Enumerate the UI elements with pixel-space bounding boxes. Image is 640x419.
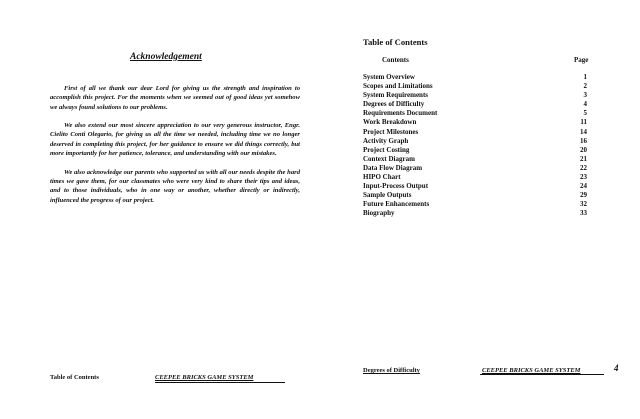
toc-entry-title: Requirements Document	[363, 109, 438, 118]
toc-contents-header: Contents	[382, 56, 409, 64]
toc-heading: Table of Contents	[363, 37, 428, 47]
toc-entry	[363, 191, 587, 200]
toc-entry-title: System Requirements	[363, 91, 429, 100]
toc-entry-title: Future Enhancements	[363, 200, 430, 209]
toc-entry-title: System Overview	[363, 73, 415, 81]
toc-entry-title: Project Costing	[363, 145, 410, 154]
toc-entry-page: 21	[580, 154, 587, 163]
footer-rule	[480, 374, 604, 375]
footer-section-title: Table of Contents	[50, 374, 99, 381]
toc-entry	[363, 146, 587, 155]
toc-entry	[363, 91, 587, 100]
toc-entry-page: 24	[580, 182, 587, 191]
toc-entry	[363, 100, 587, 109]
toc-list	[363, 73, 587, 219]
toc-entry-page: 3	[583, 91, 587, 100]
toc-entry	[363, 109, 587, 118]
toc-entry-title: Input-Process Output	[363, 182, 429, 191]
toc-entry-page: 33	[580, 209, 587, 218]
footer-rule	[155, 382, 285, 383]
footer-section-title: Degrees of Difficulty	[363, 367, 420, 374]
toc-entry-title: Sample Outputs	[363, 191, 412, 200]
toc-entry	[363, 164, 587, 173]
toc-entry-page: 11	[580, 118, 587, 127]
toc-entry-title: Scopes and Limitations	[363, 82, 433, 91]
footer-system-name: CEEPEE BRICKS GAME SYSTEM	[155, 374, 254, 381]
toc-entry-page: 2	[583, 82, 587, 91]
acknowledgement-paragraph: We also extend our most sincere appreciation to our very generous instructor, Engr. Cielito Conti Olegario, for giving us all the time we needed, including time we no longer deserved in completing this project, for her guidance to ensure we did things correctly, but more importantly for her patience, tolerance, and understanding with our mistakes.	[50, 122, 300, 158]
toc-entry-page: 4	[583, 100, 587, 109]
toc-entry	[363, 173, 587, 182]
toc-entry	[363, 82, 587, 91]
toc-entry-title: Data Flow Diagram	[363, 163, 423, 172]
toc-entry-page: 14	[580, 127, 587, 136]
toc-entry-page: 22	[580, 163, 587, 172]
toc-entry-title: Activity Graph	[363, 136, 409, 145]
toc-entry	[363, 155, 587, 164]
toc-entry-page: 32	[580, 200, 587, 209]
toc-entry	[363, 73, 587, 82]
toc-entry-page: 20	[580, 145, 587, 154]
toc-entry-title: Project Milestones	[363, 127, 419, 136]
toc-entry-title: Context Diagram	[363, 154, 415, 163]
toc-entry-page: 23	[580, 173, 587, 182]
toc-entry	[363, 182, 587, 191]
toc-entry-title: HIPO Chart	[363, 173, 401, 182]
toc-entry-page: 5	[583, 109, 587, 118]
acknowledgement-body	[50, 84, 300, 214]
footer-system-name: CEEPEE BRICKS GAME SYSTEM	[482, 367, 581, 374]
toc-entry	[363, 137, 587, 146]
toc-entry-page: 16	[580, 136, 587, 145]
acknowledgement-heading: Acknowledgement	[130, 52, 202, 62]
acknowledgement-paragraph: First of all we thank our dear Lord for giving us the strength and inspiration to accomplish this project. For the moments when we seemed out of good ideas yet somehow we always found solutions to our problems.	[50, 85, 300, 111]
toc-entry-page: 1	[583, 73, 587, 81]
toc-page-header: Page	[574, 56, 589, 64]
toc-entry	[363, 200, 587, 209]
toc-entry	[363, 128, 587, 137]
acknowledgement-paragraph: We also acknowledge our parents who supported us with all our needs despite the hard times we gave them, for our classmates who were very kind to share their tips and ideas, and to those individuals, who in one way or another, whether directly or indirectly, influenced the progress of our project.	[50, 168, 300, 204]
toc-entry-page: 29	[580, 191, 587, 200]
toc-entry-title: Degrees of Difficulty	[363, 100, 425, 109]
toc-entry	[363, 209, 587, 218]
toc-entry-title: Work Breakdown	[363, 118, 417, 127]
toc-entry	[363, 118, 587, 127]
page-number: 4	[614, 363, 619, 373]
toc-entry-title: Biography	[363, 209, 395, 218]
table-of-contents-page	[320, 0, 640, 419]
